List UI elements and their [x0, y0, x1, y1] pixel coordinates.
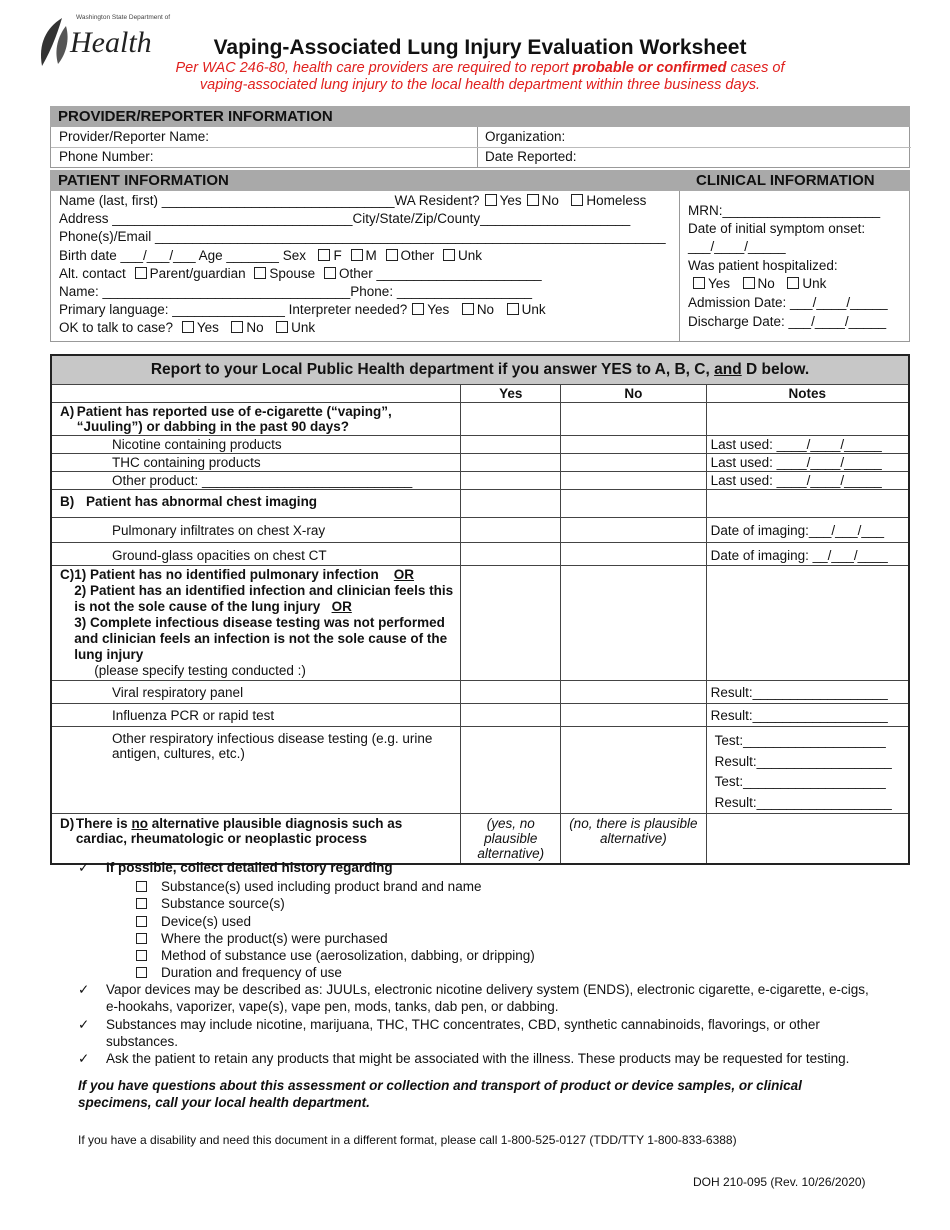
- ok-yes-label: Yes: [196, 320, 219, 335]
- criteria-heading: [51, 355, 909, 385]
- a-sub-note[interactable]: Last used: ____/____/_____: [706, 436, 909, 454]
- b-sub-yes[interactable]: [461, 518, 561, 543]
- c-or-2: OR: [331, 599, 352, 614]
- c-result-field[interactable]: Result:__________________: [714, 794, 892, 810]
- interpreter-no-checkbox[interactable]: [462, 303, 474, 315]
- ok-unk-label: Unk: [291, 320, 316, 335]
- c-sub-row: [51, 704, 909, 727]
- c-sub-row: [51, 681, 909, 704]
- history-item-text: Method of substance use (aerosolization, dabbing, or dripping): [161, 948, 535, 964]
- c-option-3: 3) Complete infectious disease testing was not performed and clinician feels an infection is not the sole cause of the lung injury: [74, 615, 448, 662]
- a-sub-yes[interactable]: [461, 454, 561, 472]
- c-result-field[interactable]: Result:__________________: [714, 753, 892, 769]
- criterion-b-label: B): [60, 494, 75, 509]
- parent-guardian-checkbox[interactable]: [135, 267, 147, 279]
- c-sub-yes[interactable]: [461, 681, 561, 704]
- sex-other-checkbox[interactable]: [386, 249, 398, 261]
- history-item-text: Substance(s) used including product brand and name: [161, 879, 482, 894]
- sex-unk-label: Unk: [458, 248, 483, 263]
- column-header-row: [51, 385, 909, 403]
- a-sub-yes[interactable]: [461, 472, 561, 490]
- square-bullet-icon: [136, 933, 147, 944]
- c-no-cell[interactable]: [561, 566, 706, 681]
- a-yes-cell[interactable]: [461, 403, 561, 436]
- criterion-c-label: C): [60, 567, 75, 582]
- criterion-c-row: [51, 566, 909, 681]
- sex-f-label: F: [333, 248, 342, 263]
- address-field[interactable]: Address ________________________________City/State/Zip/County____________________: [59, 211, 631, 226]
- criterion-c-cell: [51, 566, 461, 681]
- hosp-unk-label: Unk: [802, 276, 827, 291]
- reporting-requirement: [150, 60, 810, 94]
- b-sub-note[interactable]: Date of imaging:___/___/___: [706, 518, 909, 543]
- subtitle-bold: probable or confirmed: [572, 60, 727, 76]
- guidance-bullet: [78, 1016, 878, 1050]
- history-item-text: Where the product(s) were purchased: [161, 930, 388, 946]
- birth-sex-row: [59, 248, 482, 263]
- interpreter-unk-checkbox[interactable]: [507, 303, 519, 315]
- patient-clinical-section: [50, 170, 910, 342]
- d-notes-cell[interactable]: [706, 814, 909, 865]
- b-sub-no[interactable]: [561, 543, 706, 566]
- history-item: [136, 947, 535, 964]
- c-specify: (please specify testing conducted :): [94, 663, 306, 678]
- hosp-yes-label: Yes: [708, 276, 731, 291]
- a-sub-label[interactable]: Other product: ____________________________: [51, 472, 461, 490]
- birth-age-field[interactable]: Birth date ___/___/___ Age _______ Sex: [59, 248, 306, 263]
- criteria-table: [50, 354, 910, 865]
- sex-m-checkbox[interactable]: [351, 249, 363, 261]
- guidance-bullet-text: Substances may include nicotine, marijuana, THC, THC concentrates, CBD, synthetic cannabinoids, flavorings, or other substances.: [106, 1017, 820, 1049]
- d-no: no: [131, 816, 148, 831]
- c-test-field[interactable]: Test:___________________: [714, 733, 886, 748]
- a-sub-no[interactable]: [561, 472, 706, 490]
- d-no-cell[interactable]: (no, there is plausible alternative): [561, 814, 706, 865]
- ok-to-talk-row: [59, 320, 315, 335]
- onset-date-field[interactable]: ___/____/_____: [688, 239, 786, 254]
- onset-label: Date of initial symptom onset:: [688, 221, 866, 236]
- hosp-unk-checkbox[interactable]: [787, 277, 799, 289]
- col-notes-header: Notes: [706, 385, 909, 403]
- b-sub-row: [51, 543, 909, 566]
- page-title: Vaping-Associated Lung Injury Evaluation Worksheet: [213, 36, 747, 59]
- d-yes-cell[interactable]: (yes, no plausible alternative): [461, 814, 561, 865]
- heading-pre: Report to your Local Public Health department if you answer YES to A, B, C,: [150, 361, 715, 378]
- a-sub-note[interactable]: Last used: ____/____/_____: [706, 454, 909, 472]
- alt-contact-row: [59, 266, 542, 281]
- homeless-label: Homeless: [586, 193, 647, 208]
- heading-post: D below.: [741, 361, 810, 378]
- square-bullet-icon: [136, 881, 147, 892]
- d-post: alternative plausible diagnosis such as cardiac, rheumatologic or neoplastic process: [75, 816, 403, 846]
- history-item: [136, 913, 535, 930]
- spouse-label: Spouse: [269, 266, 316, 281]
- wa-resident-no-checkbox[interactable]: [527, 194, 539, 206]
- history-item-text: Duration and frequency of use: [161, 965, 342, 981]
- col-yes-header: Yes: [461, 385, 561, 403]
- c-notes-cell[interactable]: [706, 566, 909, 681]
- c-other-notes[interactable]: [706, 727, 909, 814]
- c-sub-label: Viral respiratory panel: [51, 681, 461, 704]
- sex-f-checkbox[interactable]: [318, 249, 330, 261]
- homeless-checkbox[interactable]: [571, 194, 583, 206]
- interpreter-yes-checkbox[interactable]: [412, 303, 424, 315]
- date-reported-field[interactable]: Date Reported:: [485, 149, 577, 164]
- interp-yes-label: Yes: [427, 302, 450, 317]
- c-sub-note[interactable]: Result:__________________: [706, 681, 909, 704]
- criterion-b-cell: [51, 490, 461, 518]
- guidance-bullet: [78, 981, 878, 1015]
- c-sub-note[interactable]: Result:__________________: [706, 704, 909, 727]
- guidance-bullet: [78, 1050, 898, 1067]
- c-sub-yes[interactable]: [461, 704, 561, 727]
- leaf-logo-icon: [36, 16, 74, 68]
- c-option-2: 2) Patient has an identified infection and clinician feels this is not the sole cause of the lung injury: [74, 583, 454, 614]
- a-sub-row: [51, 436, 909, 454]
- c-or-1: OR: [393, 567, 415, 582]
- c-sub-label: Influenza PCR or rapid test: [51, 704, 461, 727]
- b-notes-cell[interactable]: [706, 490, 909, 518]
- sex-m-label: M: [365, 248, 377, 263]
- c-test-field[interactable]: Test:___________________: [714, 774, 886, 789]
- criterion-a-label: A): [60, 404, 75, 419]
- guidance-bullet-text: Ask the patient to retain any products that might be associated with the illness. These products may be requested for testing.: [106, 1051, 850, 1066]
- square-bullet-icon: [136, 967, 147, 978]
- ok-talk-yes-checkbox[interactable]: [182, 321, 194, 333]
- wa-resident-yes-checkbox[interactable]: [485, 194, 497, 206]
- ok-no-label: No: [246, 320, 264, 335]
- a-sub-yes[interactable]: [461, 436, 561, 454]
- checkmark-icon: ✓: [78, 860, 90, 875]
- a-notes-cell[interactable]: [706, 403, 909, 436]
- hosp-yes-checkbox[interactable]: [693, 277, 705, 289]
- history-heading-item: [78, 860, 393, 876]
- b-sub-note[interactable]: Date of imaging: __/___/____: [706, 543, 909, 566]
- provider-section: [50, 106, 910, 170]
- c-yes-cell[interactable]: [461, 566, 561, 681]
- wa-no-label: No: [541, 193, 559, 208]
- c-other-label: Other respiratory infectious disease testing (e.g. urine antigen, cultures, etc.): [51, 727, 461, 814]
- col-blank: [51, 385, 461, 403]
- alt-other-checkbox[interactable]: [324, 267, 336, 279]
- alt-other-field[interactable]: Other ______________________: [338, 266, 542, 281]
- b-sub-no[interactable]: [561, 518, 706, 543]
- criterion-d-text: [76, 816, 456, 846]
- checkmark-icon: ✓: [78, 982, 90, 997]
- c-other-yes[interactable]: [461, 727, 561, 814]
- checkmark-icon: ✓: [78, 1017, 90, 1032]
- square-bullet-icon: [136, 898, 147, 909]
- a-sub-label: THC containing products: [51, 454, 461, 472]
- doh-logo: [36, 14, 171, 70]
- logo-wordmark: Health: [70, 26, 152, 59]
- patient-heading-band: [50, 170, 910, 191]
- interp-unk-label: Unk: [521, 302, 546, 317]
- interp-no-label: No: [476, 302, 495, 317]
- organization-field[interactable]: Organization:: [485, 129, 566, 144]
- provider-name-field[interactable]: Provider/Reporter Name:: [59, 129, 210, 144]
- phone-number-field[interactable]: Phone Number:: [59, 149, 154, 164]
- hospitalized-label: Was patient hospitalized:: [688, 258, 838, 273]
- phone-email-field[interactable]: Phone(s)/Email ____________________________________________________________________: [59, 229, 666, 244]
- logo-small-text: Washington State Department of: [76, 14, 171, 21]
- history-list: [136, 878, 535, 982]
- subtitle-pre: Per WAC 246-80, health care providers are required to report: [175, 60, 573, 76]
- admission-date-field[interactable]: Admission Date: ___/____/_____: [688, 295, 888, 310]
- checkmark-icon: ✓: [78, 1051, 90, 1066]
- criterion-d-cell: [51, 814, 461, 865]
- history-item: [136, 964, 535, 981]
- b-no-cell[interactable]: [561, 490, 706, 518]
- history-item: [136, 930, 535, 947]
- a-sub-row: [51, 472, 909, 490]
- a-sub-row: [51, 454, 909, 472]
- criterion-c-text: [74, 567, 456, 679]
- history-item-text: Substance source(s): [161, 896, 285, 912]
- criterion-b-text: Patient has abnormal chest imaging: [86, 494, 318, 509]
- mrn-field[interactable]: MRN:_____________________: [688, 203, 881, 218]
- c-sub-no[interactable]: [561, 681, 706, 704]
- patient-name-row: [59, 193, 646, 208]
- b-sub-label: Ground-glass opacities on chest CT: [51, 543, 461, 566]
- history-item: [136, 878, 535, 895]
- c-other-no[interactable]: [561, 727, 706, 814]
- history-item-text: Device(s) used: [161, 913, 252, 929]
- square-bullet-icon: [136, 916, 147, 927]
- criterion-a-row: [51, 403, 909, 436]
- questions-note: If you have questions about this assessment or collection and transport of product or device samples, or clinical specimens, call your local health department.: [78, 1078, 802, 1110]
- d-pre: There is: [75, 816, 132, 831]
- clinical-heading: CLINICAL INFORMATION: [696, 172, 875, 189]
- spouse-checkbox[interactable]: [254, 267, 266, 279]
- subtitle-post: cases of vaping-associated lung injury to the local health department within three business days.: [199, 60, 785, 93]
- a-sub-no[interactable]: [561, 436, 706, 454]
- criteria-heading-row: [51, 355, 909, 385]
- form-id: DOH 210-095 (Rev. 10/26/2020): [693, 1175, 866, 1189]
- a-sub-note[interactable]: Last used: ____/____/_____: [706, 472, 909, 490]
- a-sub-label: Nicotine containing products: [51, 436, 461, 454]
- ok-talk-unk-checkbox[interactable]: [276, 321, 288, 333]
- criterion-d-row: [51, 814, 909, 865]
- discharge-date-field[interactable]: Discharge Date: ___/____/_____: [688, 314, 887, 329]
- ok-talk-no-checkbox[interactable]: [231, 321, 243, 333]
- c-other-row: [51, 727, 909, 814]
- a-no-cell[interactable]: [561, 403, 706, 436]
- sex-unk-checkbox[interactable]: [443, 249, 455, 261]
- history-heading: If possible, collect detailed history regarding: [106, 860, 393, 875]
- language-field[interactable]: Primary language: _______________ Interpreter needed?: [59, 302, 408, 317]
- a-sub-no[interactable]: [561, 454, 706, 472]
- heading-and: and: [714, 361, 742, 378]
- c-option-1: 1) Patient has no identified pulmonary infection: [74, 567, 379, 582]
- language-row: [59, 302, 546, 317]
- hosp-no-checkbox[interactable]: [743, 277, 755, 289]
- alt-name-phone-field[interactable]: Name: _________________________________Phone: __________________: [59, 284, 532, 299]
- b-sub-label: Pulmonary infiltrates on chest X-ray: [51, 518, 461, 543]
- history-item: [136, 895, 535, 912]
- sex-other-label: Other: [400, 248, 435, 263]
- criterion-d-label: D): [60, 816, 75, 831]
- hospitalized-row: [688, 276, 826, 291]
- disability-note: If you have a disability and need this document in a different format, please call 1-800-525-0127 (TDD/TTY 1-800-833-6388): [78, 1133, 737, 1147]
- parent-label: Parent/guardian: [149, 266, 246, 281]
- ok-talk-label: OK to talk to case?: [59, 320, 174, 335]
- criterion-a-cell: [51, 403, 461, 436]
- guidance-bullet-text: Vapor devices may be described as: JUULs, electronic nicotine delivery system (ENDS), electronic cigarette, e-cigarette, e-cigs, e-hookahs, vaporizer, vape(s), vape pen, mods, tanks, dab pen, or dabbing.: [106, 982, 869, 1014]
- b-sub-row: [51, 518, 909, 543]
- patient-heading: PATIENT INFORMATION: [58, 172, 229, 189]
- square-bullet-icon: [136, 950, 147, 961]
- hosp-no-label: No: [757, 276, 775, 291]
- provider-heading: PROVIDER/REPORTER INFORMATION: [50, 106, 910, 127]
- patient-name-field[interactable]: Name (last, first) _______________________________WA Resident?: [59, 193, 480, 208]
- criterion-a-text: Patient has reported use of e-cigarette (“vaping”, “Juuling”) or dabbing in the past 90 days?: [76, 404, 392, 434]
- alt-contact-label: Alt. contact: [59, 266, 126, 281]
- c-sub-no[interactable]: [561, 704, 706, 727]
- b-sub-yes[interactable]: [461, 543, 561, 566]
- wa-yes-label: Yes: [499, 193, 522, 208]
- col-no-header: No: [561, 385, 706, 403]
- b-yes-cell[interactable]: [461, 490, 561, 518]
- criterion-b-row: [51, 490, 909, 518]
